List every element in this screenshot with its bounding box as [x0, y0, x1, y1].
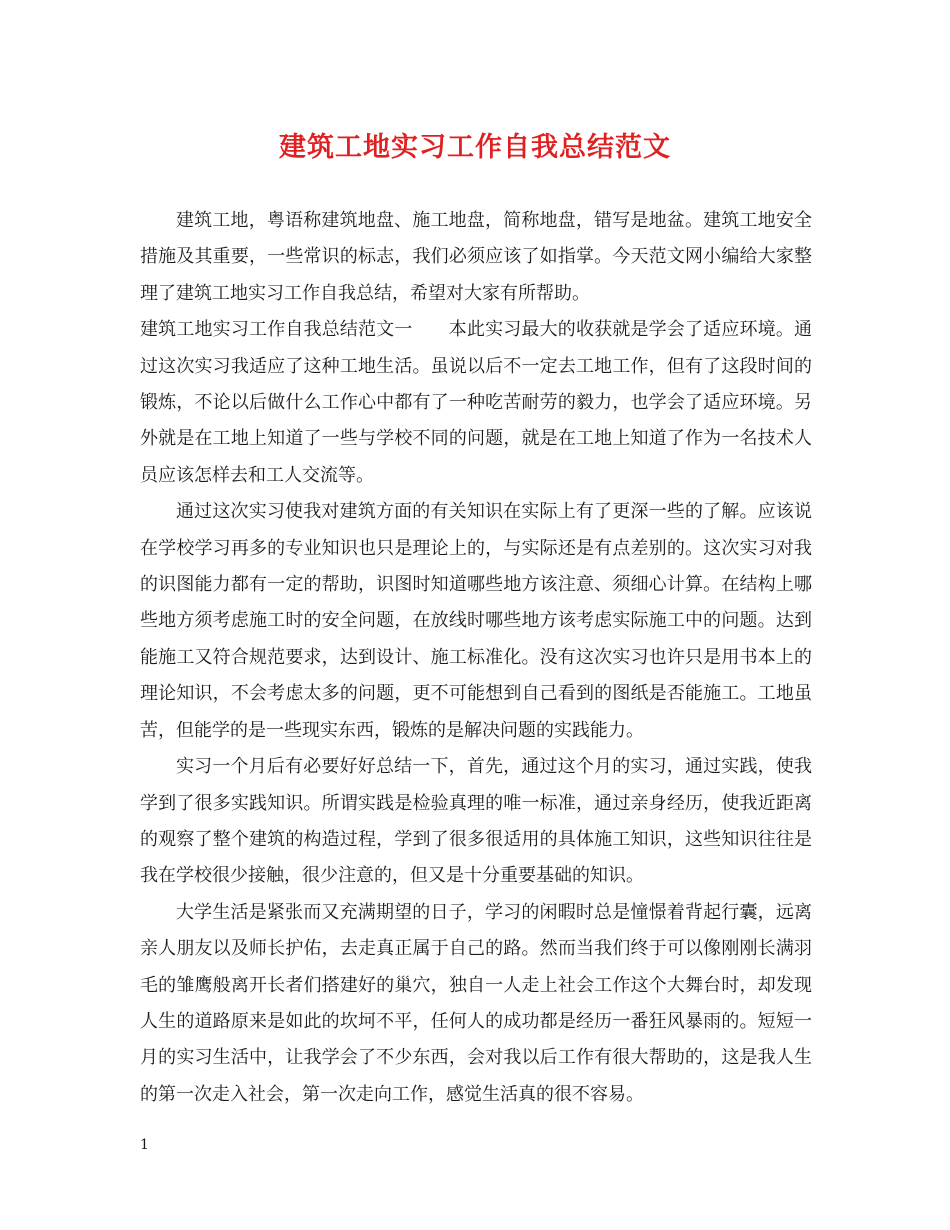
- intro-paragraph: 建筑工地，粤语称建筑地盘、施工地盘，简称地盘，错写是地盆。建筑工地安全措施及其重要，一些常识的标志，我们必须应该了如指掌。今天范文网小编给大家整理了建筑工地实习工作自我总结，希望对大家有所帮助。: [140, 210, 812, 304]
- page-number: 1: [140, 1137, 149, 1153]
- body-paragraph-2: 实习一个月后有必要好好总结一下，首先，通过这个月的实习，通过实践，使我学到了很多实践知识。所谓实践是检验真理的唯一标准，通过亲身经历，使我近距离的观察了整个建筑的构造过程，学到了很多很适用的具体施工知识，这些知识往往是我在学校很少接触，很少注意的，但又是十分重要基础的知识。: [140, 756, 812, 887]
- document-body: [140, 203, 812, 1113]
- document-title: 建筑工地实习工作自我总结范文: [279, 132, 671, 163]
- section-heading: 建筑工地实习工作自我总结范文一: [140, 319, 413, 341]
- body-paragraph-1: 通过这次实习使我对建筑方面的有关知识在实际上有了更深一些的了解。应该说在学校学习再多的专业知识也只是理论上的，与实际还是有点差别的。这次实习对我的识图能力都有一定的帮助，识图时知道哪些地方该注意、须细心计算。在结构上哪些地方须考虑施工时的安全问题，在放线时哪些地方该考虑实际施工中的问题。达到能施工又符合规范要求，达到设计、施工标准化。没有这次实习也许只是用书本上的理论知识，不会考虑太多的问题，更不可能想到自己看到的图纸是否能施工。工地虽苦，但能学的是一些现实东西，锻炼的是解决问题的实践能力。: [140, 501, 812, 741]
- body-paragraph-3: 大学生活是紧张而又充满期望的日子，学习的闲暇时总是憧憬着背起行囊，远离亲人朋友以及师长护佑，去走真正属于自己的路。然而当我们终于可以像刚刚长满羽毛的雏鹰般离开长者们搭建好的巢穴，独自一人走上社会工作这个大舞台时，却发现人生的道路原来是如此的坎坷不平，任何人的成功都是经历一番狂风暴雨的。短短一月的实习生活中，让我学会了不少东西，会对我以后工作有很大帮助的，这是我人生的第一次走入社会，第一次走向工作，感觉生活真的很不容易。: [140, 901, 812, 1105]
- section-first-text: 本此实习最大的收获就是学会了适应环境。通过这次实习我适应了这种工地生活。虽说以后不一定去工地工作，但有了这段时间的锻炼，不论以后做什么工作心中都有了一种吃苦耐劳的毅力，也学会了适应环境。另外就是在工地上知道了一些与学校不同的问题，就是在工地上知道了作为一名技术人员应该怎样去和工人交流等。: [140, 319, 813, 486]
- section-one-paragraph: [140, 312, 812, 494]
